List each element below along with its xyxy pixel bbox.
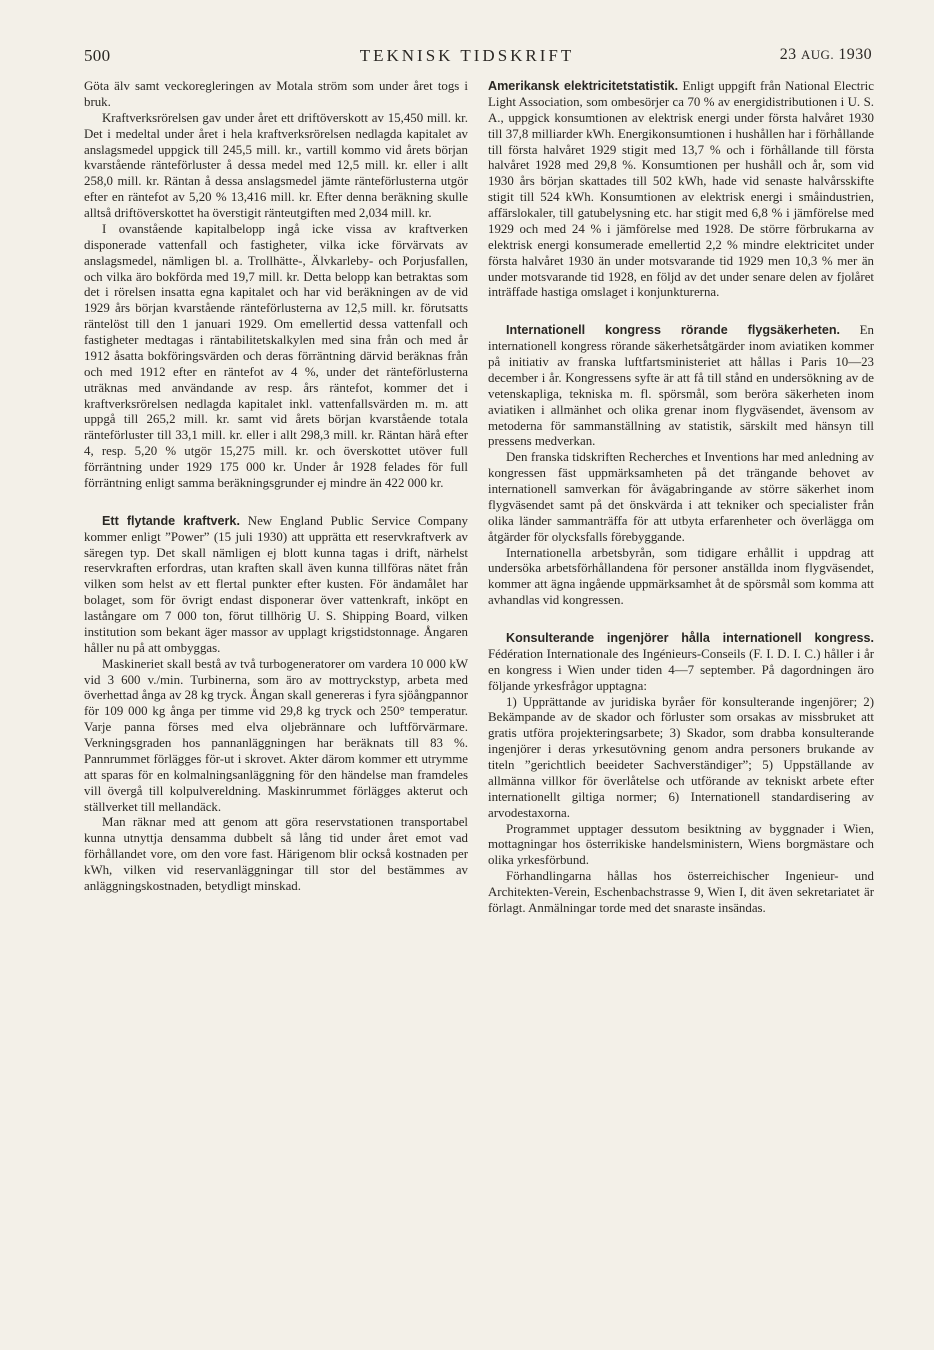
paragraph: Den franska tidskriften Recherches et Inventions har med anledning av kongressen fäst uppmärksamheten på det trängande behovet av internationell samverkan för åvägabringande av större säkerhet inom flygväsendet samt på det önskvärda i att tekniker och specialister från olika länder sammanträffa för att utbyta erfarenheter och överlägga om åtgärder för olycksfalls förebyggande. [488, 450, 874, 544]
section-floating-power-plant [84, 514, 468, 657]
paragraph: Maskineriet skall bestå av två turbogeneratorer om vardera 10 000 kW vid 3 600 v./min. Turbinerna, som äro av mottryckstyp, arbeta med överhettad ånga av 28 kg tryck. Ångan skall genereras i fyra sjöångpannor för 109 000 kg ånga per timme vid 29,8 kg tryck och 250° temperatur. Varje panna förses med elva oljebrännare och luftförvärmare. Verkningsgraden hos pannanläggningen har beräknats till 83 %. Pannrummet förlägges för-ut i skrovet. Akter därom kommer ett utrymme att sparas för en kolmalningsanläggning för den händelse man framdeles vill övergå till kolpulvereldning. Maskinrummet förlägges akterut och ställverket till mellandäck. [84, 656, 468, 814]
paragraph: Man räknar med att genom att göra reservstationen transportabel kunna utnyttja densamma dubbelt så lång tid under året emot vad förhållandet vore, om den vore fast. Härigenom blir också kostnaden per kWh, vilken vid reservanläggningar till stor del bestämmes av anläggningskostnaden, betydligt minskad. [84, 815, 468, 893]
section-text: Enligt uppgift från National Electric Light Association, som ombesörjer ca 70 % av energidistributionen i U. S. A., uppgick konsumtionen av elektrisk energi under första halvåret 1930 till 37,8 milliarder kWh. Energikonsumtionen i hushållen har i förhållande till första halvåret 1929 stigit med 13,7 % och i förhållande till första halvåret 1928 med 29,8 %. Konsumtionen per hushåll och år, som vid 1930 års början skattades till 502 kWh, hade vid senaste halvårsskifte stigit till 524 kWh. Konsumtionen av elektrisk energi i småindustrien, affärslokaler, till gatubelysning etc. har stigit med 6,8 % i jämförelse med 1929 och med 24 % i jämförelse med 1928. De större förbrukarna av elektrisk energi konsumerade emellertid 2,2 % mindre elektricitet under första halvåret 1930 än under motsvarande tid 1929 men 10,3 % mer än under motsvarande tid 1928, en följd av det under senare delen av fjolåret inträffade hastiga omslaget i konjunkturerna. [488, 79, 874, 300]
section-text: Fédération Internationale des Ingénieurs-Conseils (F. I. D. I. C.) håller i år en kongress i Wien under tiden 4—7 september. På dagordningen äro följande yrkesfrågor upptagna: [488, 646, 874, 693]
page-header [0, 44, 934, 70]
section-text: En internationell kongress rörande säkerhetsåtgärder inom aviatiken kommer på initiativ av franska luftfartsministeriet att hållas i Paris 10—23 december i år. Kongressens syfte är att få till stånd en undersökning av de vetenskapliga, tekniska m. fl. spörsmål, som beröra säkerheten inom aviatiken i allmänhet och olika grenar inom flygväsendet, ävensom av metoderna för sammanställning av statistik, särskilt med hänsyn till pressens medverkan. [488, 323, 874, 449]
right-column [488, 79, 874, 917]
issue-date [780, 46, 872, 64]
section-flight-safety-congress [488, 323, 874, 450]
left-column [84, 79, 468, 895]
section-heading: Konsulterande ingenjörer hålla internationell kongress. [506, 631, 874, 645]
paragraph: Kraftverksrörelsen gav under året ett driftöverskott av 15,450 mill. kr. Det i medeltal under året i hela kraftverksrörelsen nedlagda kapitalet av anslagsmedel uppgick till 245,5 mill. kr., vartill kommo vid årets början kvarstående ränteförluster å dessa medel med 12,5 mill. kr. eller i allt 258,0 mill. kr. Räntan å dessa anslagsmedel jämte ränteförlusterna utgör efter en räntefot av 5,20 % 13,416 mill. kr. Efter denna beräkning skulle alltså driftöverskottet ha överstigit ränteutgiften med 2,034 mill. kr. [84, 110, 468, 220]
section-consulting-engineers-congress [488, 631, 874, 695]
journal-title: TEKNISK TIDSKRIFT [359, 46, 575, 65]
page-number: 500 [84, 46, 111, 65]
paragraph: Internationella arbetsbyrån, som tidigare erhållit i uppdrag att undersöka arbetsförhållandena för personer anställda inom flygväsendet, kommer att ägna ingående uppmärksamhet åt de spörsmål som komma att avhandlas vid kongressen. [488, 545, 874, 608]
paragraph: Göta älv samt veckoregleringen av Motala ström som under året togs i bruk. [84, 79, 468, 109]
section-heading: Amerikansk elektricitetstatistik. [488, 79, 679, 93]
section-heading: Ett flytande kraftverk. [102, 513, 240, 528]
date-month: AUG. [800, 47, 834, 62]
paragraph: Förhandlingarna hållas hos österreichischer Ingenieur- und Architekten-Verein, Eschenbachstrasse 9, Wien I, dit även sekretariatet är förlagt. Anmälningar torde med det snaraste insändas. [488, 869, 874, 915]
date-day: 23 [779, 46, 797, 63]
paragraph: Programmet upptager dessutom besiktning av byggnader i Wien, mottagningar hos österrikiske handelsministern, Wiens borgmästare och olika yrkesförbund. [488, 821, 874, 868]
section-heading: Internationell kongress rörande flygsäkerheten. [506, 323, 841, 338]
section-electricity-statistics [488, 79, 874, 301]
date-year: 1930 [838, 46, 872, 63]
section-text: New England Public Service Company kommer enligt ”Power” (15 juli 1930) att upprätta ett reservkraftverk av säregen typ. Det skall nämligen ej blott kunna tagas i drift, närhelst reservkraften erfordras, utan kraften skall även kunna tillföras nätet från vilken som helst av ett flertal punkter efter kusten. För ändamålet har bolaget, som för övrigt endast disponerar över vattenkraft, inköpt en lastångare om 7 000 ton, förut tillhörig U. S. Shipping Board, vilken institution som bekant äger massor av upplagt krigstidstonnage. Ångaren håller nu på att ombyggas. [84, 513, 469, 655]
paragraph: I ovanstående kapitalbelopp ingå icke vissa av kraftverken disponerade vattenfall och fastigheter, vilka icke förvärvats av anslagsmedel, nämligen bl. a. Trollhätte-, Älvkarleby- och Porjusfallen, och vilka äro bokförda med 19,7 mill. kr. Detta belopp kan betraktas som det i rörelsen insatta egna kapitalet och har vid beräkningen av de vid 1929 års början kvarstående ränteförlusterna av 12,5 mill. kr. förutsatts räntelöst till den 1 januari 1929. Om emellertid dessa vattenfall och fastigheter medtagas i räntabilitetskalkylen med sina från och med år 1912 åsatta bokföringsvärden och deras förräntning därvid beräknas från och med 1912 efter en räntefot av 4 %, under det ränteförlusterna uträknas med användande av resp. års räntefot, kommer det i kraftverksrörelsen nedlagda kapitalet inkl. vattenfallsvärden m. m. att uppgå till 265,2 mill. kr. samt vid årets början kvarstående totala ränteförluster till 33,1 mill. kr. eller i allt 298,3 mill. kr. Räntan härå efter 4, resp. 5,20 % utgör 15,275 mill. kr. och överskottet utöver full förräntning under 1929 175 000 kr. Under år 1928 felades för full förräntning enligt samma beräkningsgrunder ej mindre än 422 000 kr. [84, 221, 468, 490]
paragraph: 1) Upprättande av juridiska byråer för konsulterande ingenjörer; 2) Bekämpande av de skador och förluster som orsakas av missbruket att gratis utföra projekteringsarbete; 3) Skador, som drabba konsulterande ingenjörer i deras yrkesutövning genom andra personers brukande av titeln ”gerichtlich beeideter Sachverständiger”; 5) Uppställande av allmänna villkor för överlåtelse och utförande av tekniskt arbete efter internationellt giltiga normer; 6) Internationell standardisering av arvodestaxorna. [488, 694, 874, 820]
